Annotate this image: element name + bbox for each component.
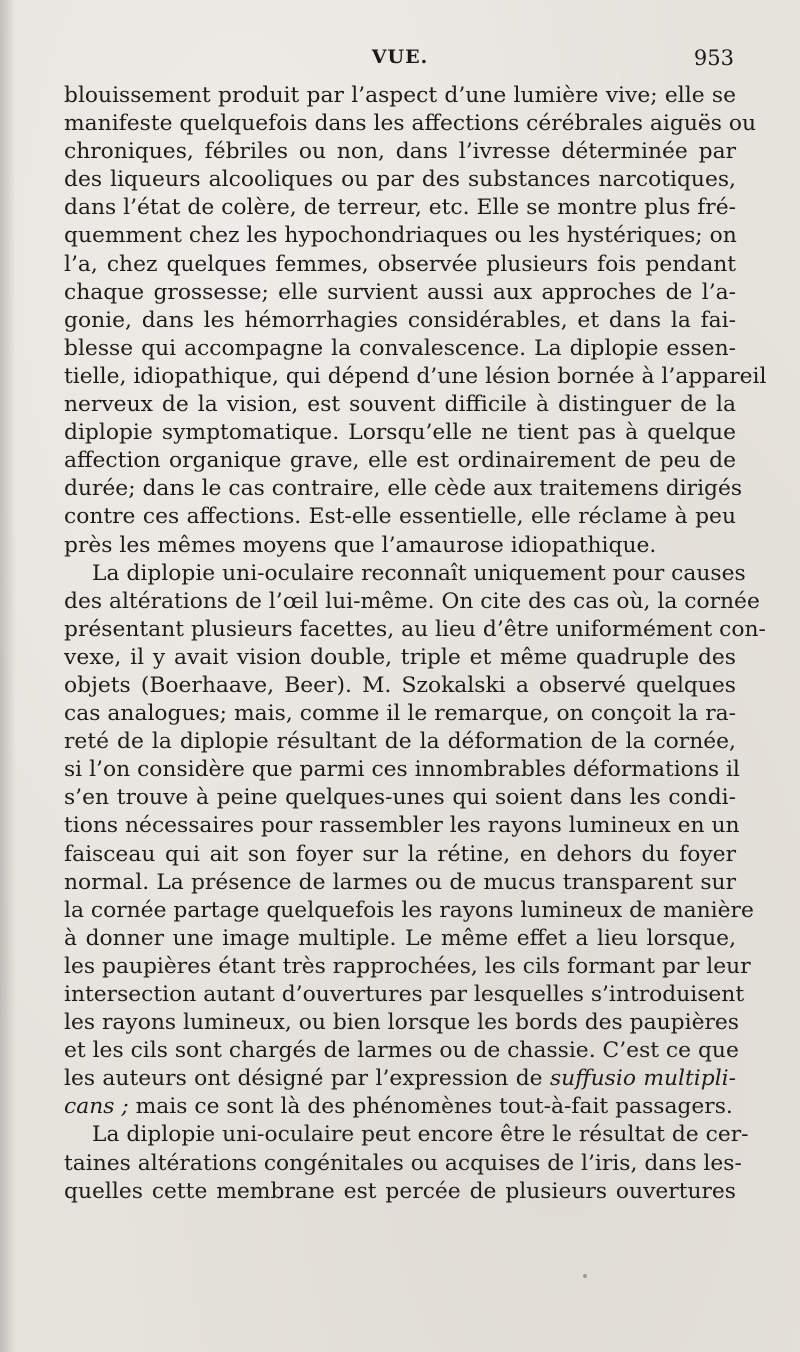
text-line: normal. La présence de larmes ou de mucus transparent sur [64, 869, 736, 895]
italic-latin-term-end: cans ; [64, 1094, 129, 1120]
text-line: nerveux de la vision, est souvent difficile à distinguer de la [64, 392, 736, 418]
text-line: les rayons lumineux, ou bien lorsque les bords des paupières [64, 1010, 739, 1036]
text-line: quelles cette membrane est percée de plusieurs ouvertures [64, 1178, 736, 1204]
text-line: cas analogues; mais, comme il le remarque, on conçoit la ra- [64, 701, 736, 727]
text-line: chroniques, fébriles ou non, dans l’ivresse déterminée par [64, 139, 736, 165]
text-line: s’en trouve à peine quelques-unes qui soient dans les condi- [64, 785, 736, 811]
text-line: dans l’état de colère, de terreur, etc. Elle se montre plus fré- [64, 195, 736, 221]
text-line: vexe, il y avait vision double, triple et même quadruple des [64, 644, 736, 670]
line-roman-part: mais ce sont là des phénomènes tout-à-fait passagers. [135, 1094, 733, 1120]
text-line: et les cils sont chargés de larmes ou de chassie. C’est ce que [64, 1038, 739, 1064]
italic-latin-term: suffusio multipli- [549, 1066, 737, 1092]
text-line: gonie, dans les hémorrhagies considérables, et dans la fai- [64, 307, 736, 333]
paragraph-end-line: près les mêmes moyens que l’amaurose idiopathique. [64, 532, 657, 558]
text-line: des liqueurs alcooliques ou par des substances narcotiques, [64, 167, 736, 193]
text-line: blouissement produit par l’aspect d’une lumière vive; elle se [64, 83, 736, 108]
text-line: blesse qui accompagne la convalescence. La diplopie essen- [64, 335, 736, 361]
page-edge-shadow [0, 0, 16, 1352]
page-number: 953 [693, 46, 734, 70]
paper-speck [583, 1274, 587, 1278]
text-line: des altérations de l’œil lui-même. On cite des cas où, la cornée [64, 588, 760, 614]
paragraph-start-line: La diplopie uni-oculaire peut encore être le résultat de cer- [92, 1122, 749, 1148]
text-line: intersection autant d’ouvertures par lesquelles s’introduisent [64, 982, 745, 1007]
text-line: reté de la diplopie résultant de la déformation de la cornée, [64, 729, 736, 755]
text-line: durée; dans le cas contraire, elle cède aux traitemens dirigés [64, 476, 743, 502]
text-line: tielle, idiopathique, qui dépend d’une lésion bornée à l’appareil [64, 363, 767, 389]
text-line: manifeste quelquefois dans les affections cérébrales aiguës ou [64, 111, 757, 137]
text-line: l’a, chez quelques femmes, observée plusieurs fois pendant [64, 251, 736, 277]
text-line: taines altérations congénitales ou acquises de l’iris, dans les- [64, 1150, 742, 1176]
text-line-with-italic [64, 1065, 736, 1093]
text-line: contre ces affections. Est-elle essentielle, elle réclame à peu [64, 504, 736, 530]
text-line: objets (Boerhaave, Beer). M. Szokalski a observé quelques [64, 672, 736, 698]
paragraph-end-line [64, 1093, 736, 1121]
text-line: chaque grossesse; elle survient aussi aux approches de l’a- [64, 279, 736, 305]
line-roman-part: les auteurs ont désigné par l’expression de [64, 1066, 543, 1092]
text-line: faisceau qui ait son foyer sur la rétine, en dehors du foyer [64, 841, 736, 867]
text-line: à donner une image multiple. Le même effet a lieu lorsque, [64, 925, 736, 951]
text-line: diplopie symptomatique. Lorsqu’elle ne tient pas à quelque [64, 420, 736, 446]
paragraph-start-line: La diplopie uni-oculaire reconnaît uniquement pour causes [92, 560, 746, 586]
body-text [64, 82, 767, 1206]
text-line: tions nécessaires pour rassembler les rayons lumineux en un [64, 813, 740, 839]
running-head [64, 46, 736, 76]
text-line: présentant plusieurs facettes, au lieu d’être uniformément con- [64, 616, 766, 642]
text-line: quemment chez les hypochondriaques ou les hystériques; on [64, 223, 737, 249]
text-line: la cornée partage quelquefois les rayons lumineux de manière [64, 897, 754, 923]
text-line: si l’on considère que parmi ces innombrables déformations il [64, 757, 740, 783]
text-line: affection organique grave, elle est ordinairement de peu de [64, 448, 736, 474]
text-line: les paupières étant très rapprochées, les cils formant par leur [64, 953, 751, 979]
running-head-title: VUE. [371, 46, 429, 68]
